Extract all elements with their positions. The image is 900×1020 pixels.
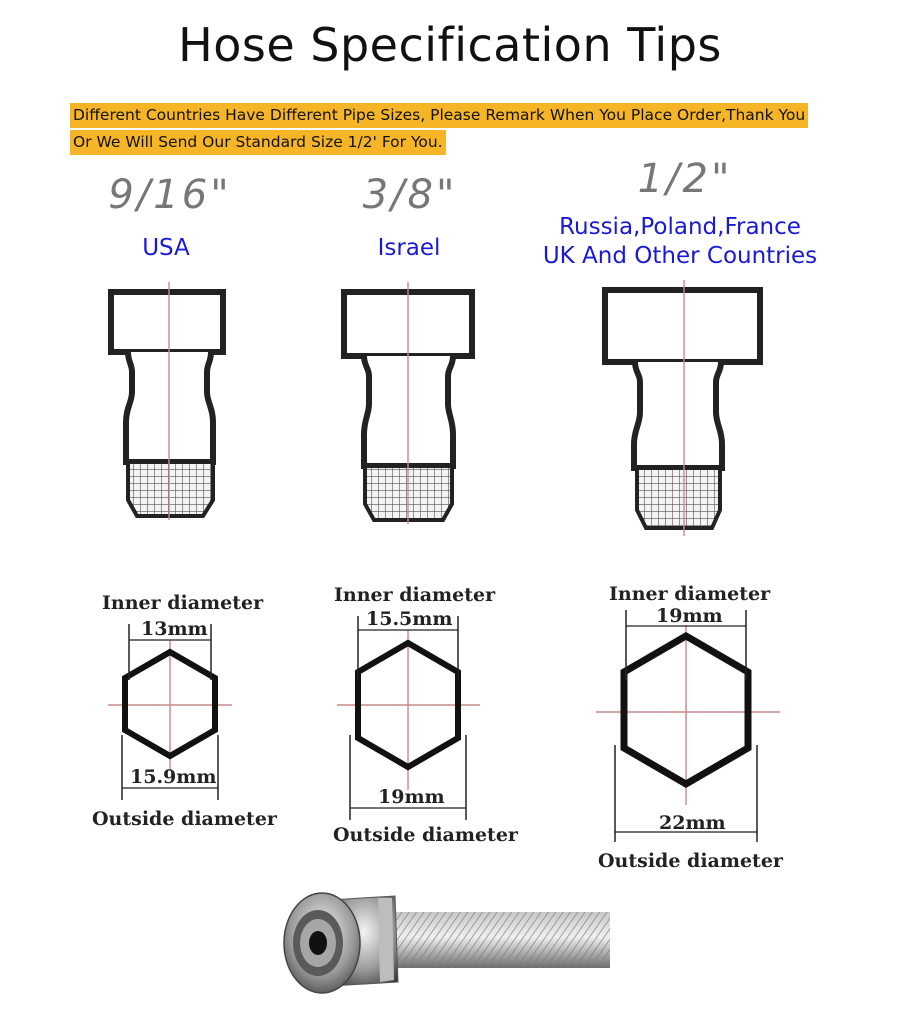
size-label-3-8: 3/8" [362,172,458,218]
fitting-drawing-half-inch [605,280,760,536]
size-label-1-2: 1/2" [637,156,733,202]
hexagon-diagram-half-inch [596,610,780,842]
fitting-drawing-usa [111,282,223,520]
outside-diameter-label-israel: Outside diameter [333,824,518,846]
inner-diameter-label-israel: Inner diameter [334,584,496,606]
outside-diameter-label-usa: Outside diameter [92,808,277,830]
inner-diameter-value-half-inch: 19mm [656,605,723,627]
outside-diameter-label-half-inch: Outside diameter [598,850,783,872]
page-title: Hose Specification Tips [178,18,722,72]
inner-diameter-label-usa: Inner diameter [102,592,264,614]
country-uk-and-others: UK And Other Countries [542,243,818,269]
inner-diameter-label-half-inch: Inner diameter [609,583,771,605]
inner-diameter-value-usa: 13mm [141,618,208,640]
outer-diameter-value-half-inch: 22mm [659,812,726,834]
notice-line-1: Different Countries Have Different Pipe Sizes, Please Remark When You Place Order,Thank You [70,103,808,128]
inner-diameter-value-israel: 15.5mm [366,608,453,630]
braided-hose-image [284,893,610,993]
fitting-drawing-israel [344,282,472,524]
country-usa: USA [142,235,190,261]
country-russia-poland-france: Russia,Poland,France [559,214,801,240]
outer-diameter-value-israel: 19mm [378,786,445,808]
country-israel: Israel [377,235,441,261]
outer-diameter-value-usa: 15.9mm [130,766,217,788]
notice-line-2: Or We Will Send Our Standard Size 1/2' For You. [70,130,446,155]
size-label-9-16: 9/16" [108,172,232,218]
